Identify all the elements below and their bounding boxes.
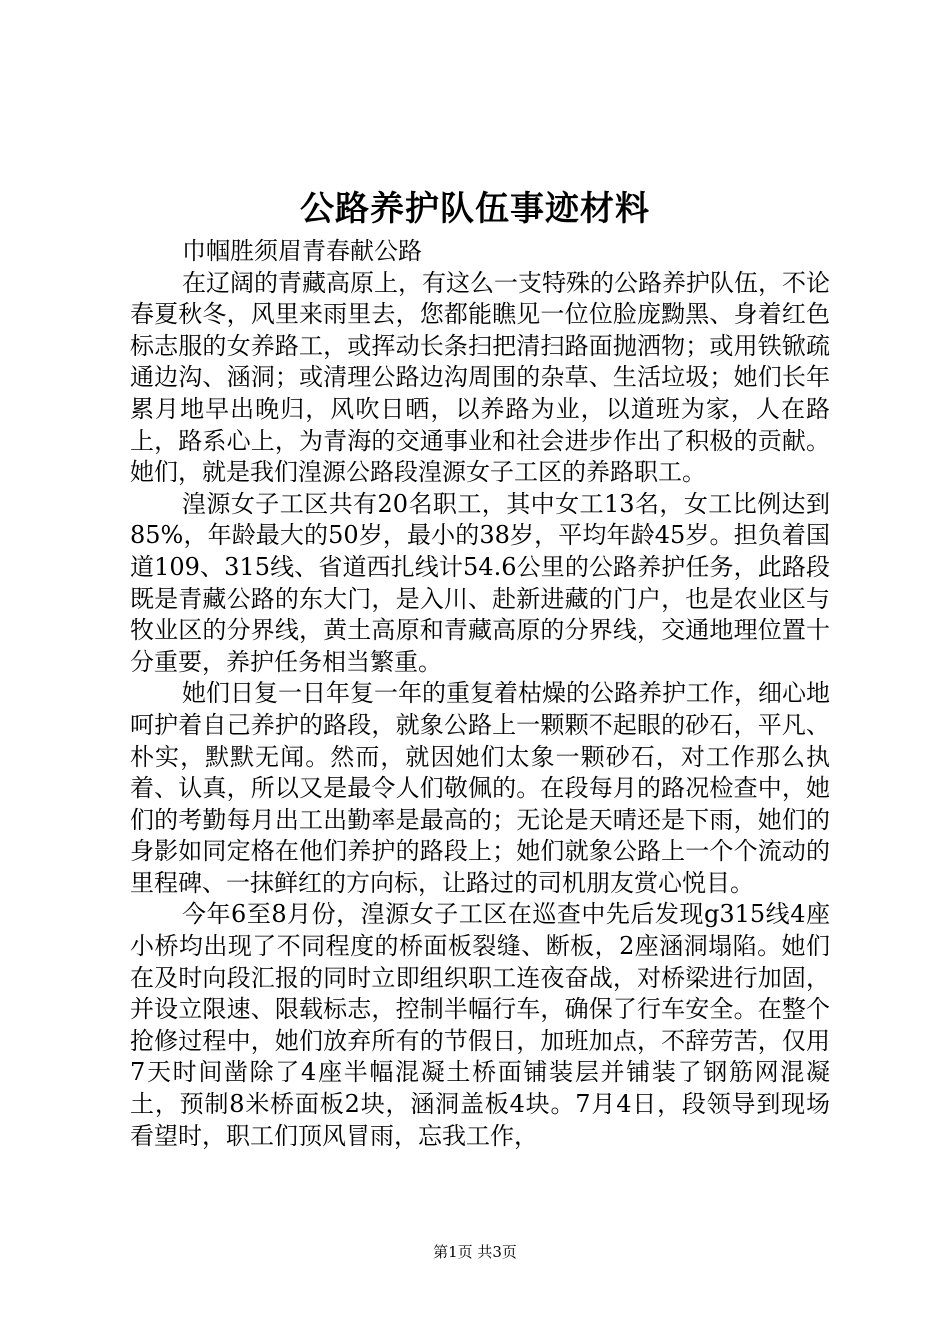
paragraph: 今年6至8月份，湟源女子工区在巡查中先后发现g315线4座小桥均出现了不同程度的桥面板裂缝、断板，2座涵洞塌陷。她们在及时向段汇报的同时立即组织职工连夜奋战，对桥梁进行加固，并设立限速、限载标志，控制半幅行车，确保了行车安全。在整个抢修过程中，她们放弃所有的节假日，加班加点，不辞劳苦，仅用7天时间凿除了4座半幅混凝土桥面铺装层并铺装了钢筋网混凝土，预制8米桥面板2块，涵洞盖板4块。7月4日，段领导到现场看望时，职工们顶风冒雨，忘我工作， [130, 900, 830, 1150]
document-title: 公路养护队伍事迹材料 [300, 189, 650, 229]
paragraph: 她们日复一日年复一年的重复着枯燥的公路养护工作，细心地呵护着自己养护的路段，就象公路上一颗颗不起眼的砂石，平凡、朴实，默默无闻。然而，就因她们太象一颗砂石，对工作那么执着、认真，所以又是最令人们敬佩的。在段每月的路况检查中，她们的考勤每月出工出勤率是最高的；无论是天晴还是下雨，她们的身影如同定格在他们养护的路段上；她们就象公路上一个个流动的里程碑、一抹鲜红的方向标，让路过的司机朋友赏心悦目。 [130, 679, 830, 897]
document-body [130, 236, 830, 1152]
paragraph: 在辽阔的青藏高原上，有这么一支特殊的公路养护队伍，不论春夏秋冬，风里来雨里去，您都能瞧见一位位脸庞黝黑、身着红色标志服的女养路工，或挥动长条扫把清扫路面抛洒物；或用铁锨疏通边沟、涵洞；或清理公路边沟周围的杂草、生活垃圾；她们长年累月地早出晚归，风吹日晒，以养路为业，以道班为家，人在路上，路系心上，为青海的交通事业和社会进步作出了积极的贡献。她们，就是我们湟源公路段湟源女子工区的养路职工。 [130, 268, 830, 487]
paragraph-subtitle: 巾帼胜须眉青春献公路 [182, 237, 422, 265]
page-footer: 第1页 共3页 [433, 1243, 517, 1261]
paragraph: 湟源女子工区共有20名职工，其中女工13名，女工比例达到85%，年龄最大的50岁，最小的38岁，平均年龄45岁。担负着国道109、315线、省道西扎线计54.6公里的公路养护任务，此路段既是青藏公路的东大门，是入川、赴新进藏的门户，也是农业区与牧业区的分界线，黄土高原和青藏高原的分界线，交通地理位置十分重要，养护任务相当繁重。 [130, 489, 830, 676]
